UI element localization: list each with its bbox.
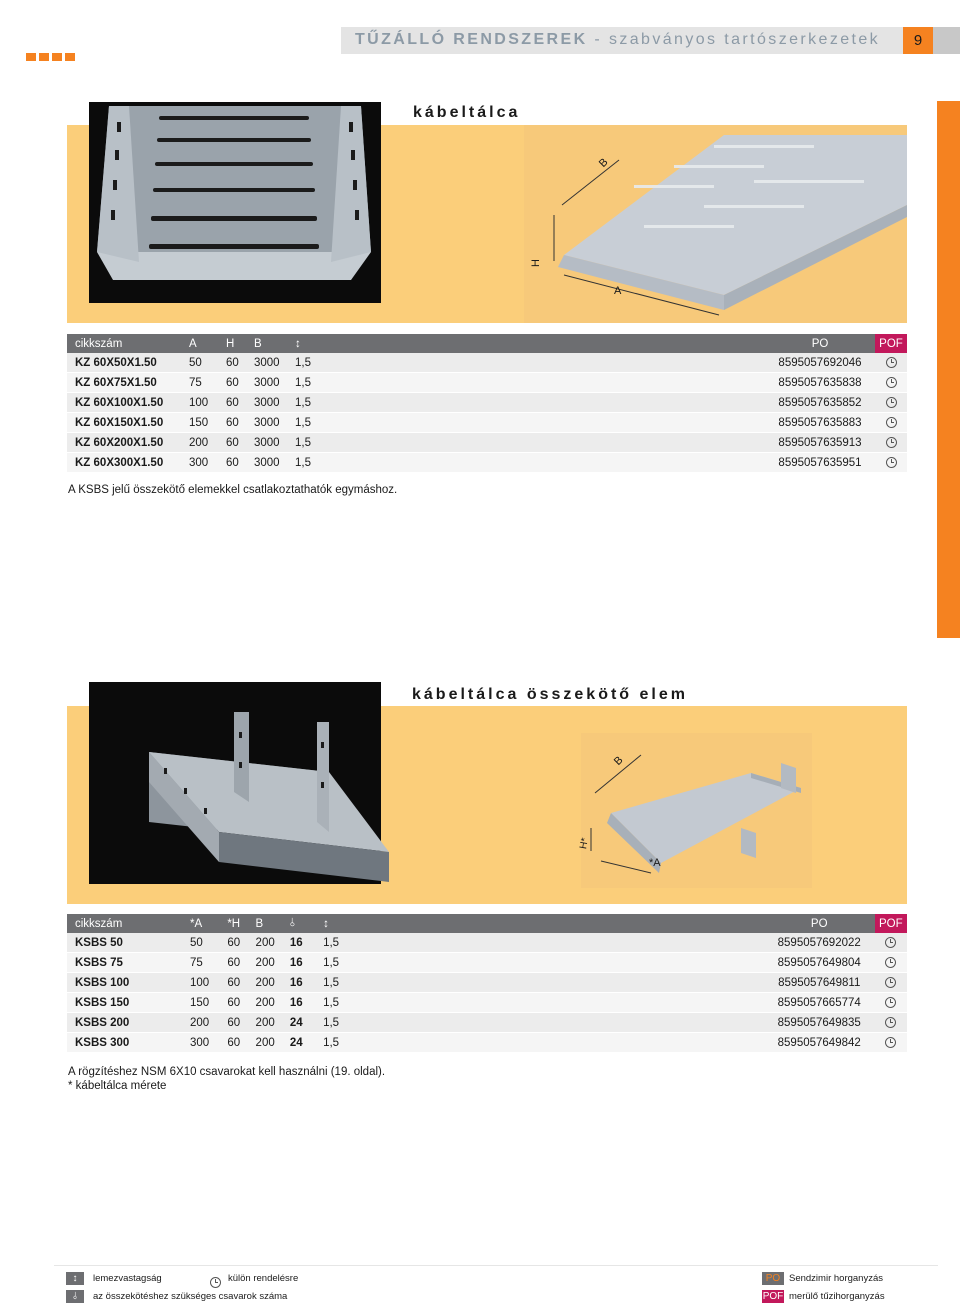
pof-badge: POF xyxy=(762,1291,784,1302)
value-a: 50 xyxy=(190,933,227,953)
value-b: 200 xyxy=(256,1013,290,1033)
value-b: 200 xyxy=(256,1033,290,1053)
product-code: KSBS 100 xyxy=(67,973,190,993)
col-h: H xyxy=(226,334,254,353)
value-thickness: 1,5 xyxy=(295,453,765,473)
value-h: 60 xyxy=(227,993,255,1013)
clock-icon xyxy=(885,937,896,948)
clock-icon xyxy=(885,977,896,988)
connector-photo xyxy=(89,682,381,884)
table-header-row xyxy=(67,334,907,353)
ean-code: 8595057649811 xyxy=(764,973,875,993)
product-code: KZ 60X100X1.50 xyxy=(67,393,189,413)
table-header-row xyxy=(67,914,907,933)
table-row xyxy=(67,1033,907,1053)
value-thickness: 1,5 xyxy=(295,373,765,393)
diagram1-label-a: A xyxy=(614,285,622,297)
diagram2-label-h: H* xyxy=(578,837,591,850)
value-thickness: 1,5 xyxy=(295,353,765,373)
col-screws: ⫰ xyxy=(290,914,323,933)
value-screws: 16 xyxy=(290,993,323,1013)
value-b: 200 xyxy=(256,933,290,953)
section1-note: A KSBS jelű összekötő elemekkel csatlakoztathatók egymáshoz. xyxy=(68,484,398,496)
special-order-icon xyxy=(875,353,907,373)
page-title-rest: - szabványos tartószerkezetek xyxy=(587,31,881,48)
ean-code: 8595057649842 xyxy=(764,1033,875,1053)
side-accent-bar xyxy=(937,101,960,638)
section1-table xyxy=(67,334,907,473)
col-po: PO xyxy=(765,334,875,353)
value-thickness: 1,5 xyxy=(323,1013,764,1033)
footer-divider xyxy=(54,1265,938,1266)
value-thickness: 1,5 xyxy=(323,993,764,1013)
ean-code: 8595057665774 xyxy=(764,993,875,1013)
value-thickness: 1,5 xyxy=(323,973,764,993)
col-po: PO xyxy=(764,914,875,933)
value-screws: 24 xyxy=(290,1013,323,1033)
section2-title: kábeltálca összekötő elem xyxy=(412,686,688,703)
ean-code: 8595057635838 xyxy=(765,373,875,393)
value-a: 300 xyxy=(190,1033,227,1053)
special-order-icon xyxy=(875,453,907,473)
clock-legend: külön rendelésre xyxy=(228,1273,299,1284)
value-thickness: 1,5 xyxy=(323,933,764,953)
value-h: 60 xyxy=(226,433,254,453)
col-h: *H xyxy=(227,914,255,933)
special-order-icon xyxy=(875,933,907,953)
product-code: KSBS 200 xyxy=(67,1013,190,1033)
value-screws: 16 xyxy=(290,953,323,973)
table-row xyxy=(67,413,907,433)
col-thickness: ↕ xyxy=(323,914,764,933)
value-a: 200 xyxy=(189,433,226,453)
table-row xyxy=(67,1013,907,1033)
value-a: 300 xyxy=(189,453,226,473)
col-b: B xyxy=(254,334,295,353)
clock-icon xyxy=(886,357,897,368)
value-h: 60 xyxy=(227,1013,255,1033)
value-h: 60 xyxy=(226,353,254,373)
product-code: KSBS 50 xyxy=(67,933,190,953)
col-a: A xyxy=(189,334,226,353)
value-b: 3000 xyxy=(254,433,295,453)
value-screws: 16 xyxy=(290,973,323,993)
value-a: 100 xyxy=(190,973,227,993)
value-b: 3000 xyxy=(254,373,295,393)
special-order-icon xyxy=(875,413,907,433)
special-order-icon xyxy=(875,993,907,1013)
product-code: KSBS 150 xyxy=(67,993,190,1013)
page-title-bold: TŰZÁLLÓ RENDSZEREK xyxy=(355,31,588,48)
po-badge: PO xyxy=(762,1272,784,1285)
section1-diagram xyxy=(524,125,907,323)
value-a: 50 xyxy=(189,353,226,373)
po-legend: Sendzimir horganyzás xyxy=(789,1273,883,1284)
thickness-legend: lemezvastagság xyxy=(93,1273,162,1284)
diagram1-label-h: H xyxy=(529,259,542,267)
value-screws: 16 xyxy=(290,933,323,953)
cable-tray-photo xyxy=(89,102,381,303)
special-order-icon xyxy=(875,393,907,413)
value-a: 100 xyxy=(189,393,226,413)
ean-code: 8595057635951 xyxy=(765,453,875,473)
ean-code: 8595057635852 xyxy=(765,393,875,413)
value-b: 3000 xyxy=(254,413,295,433)
ean-code: 8595057649835 xyxy=(764,1013,875,1033)
col-b: B xyxy=(256,914,290,933)
ean-code: 8595057649804 xyxy=(764,953,875,973)
clock-icon xyxy=(886,377,897,388)
col-pof: POF xyxy=(875,914,907,933)
special-order-icon xyxy=(875,953,907,973)
ean-code: 8595057692046 xyxy=(765,353,875,373)
value-b: 200 xyxy=(256,973,290,993)
col-thickness: ↕ xyxy=(295,334,765,353)
value-b: 200 xyxy=(256,953,290,973)
special-order-icon xyxy=(875,373,907,393)
col-a: *A xyxy=(190,914,227,933)
decor-square xyxy=(65,53,75,61)
value-thickness: 1,5 xyxy=(295,393,765,413)
value-h: 60 xyxy=(226,453,254,473)
clock-icon xyxy=(886,397,897,408)
value-thickness: 1,5 xyxy=(295,413,765,433)
col-code: cikkszám xyxy=(67,914,190,933)
special-order-icon xyxy=(875,1033,907,1053)
clock-icon xyxy=(886,437,897,448)
screws-legend: az összekötéshez szükséges csavarok száma xyxy=(93,1291,288,1302)
clock-icon xyxy=(885,1037,896,1048)
page-number: 9 xyxy=(903,27,933,54)
value-h: 60 xyxy=(226,373,254,393)
section2-note-screws: A rögzítéshez NSM 6X10 csavarokat kell használni (19. oldal). xyxy=(68,1066,386,1078)
clock-icon xyxy=(885,957,896,968)
thickness-icon: ↕ xyxy=(66,1272,84,1285)
product-code: KSBS 75 xyxy=(67,953,190,973)
value-a: 150 xyxy=(190,993,227,1013)
diagram1-label-b: B xyxy=(596,156,611,170)
value-h: 60 xyxy=(227,1033,255,1053)
value-thickness: 1,5 xyxy=(295,433,765,453)
ean-code: 8595057635913 xyxy=(765,433,875,453)
product-code: KZ 60X200X1.50 xyxy=(67,433,189,453)
col-code: cikkszám xyxy=(67,334,189,353)
section2-note-size: * kábeltálca mérete xyxy=(68,1080,167,1092)
header-strip xyxy=(933,27,960,54)
section2-table xyxy=(67,914,907,1053)
screws-icon: ⫰ xyxy=(66,1290,84,1303)
table-row xyxy=(67,353,907,373)
pof-legend: merülő tűzihorganyzás xyxy=(789,1291,885,1302)
special-order-icon xyxy=(875,433,907,453)
clock-icon xyxy=(885,1017,896,1028)
value-a: 75 xyxy=(189,373,226,393)
decor-square xyxy=(52,53,62,61)
table-row xyxy=(67,973,907,993)
ean-code: 8595057635883 xyxy=(765,413,875,433)
value-h: 60 xyxy=(227,953,255,973)
value-b: 3000 xyxy=(254,453,295,473)
product-code: KZ 60X75X1.50 xyxy=(67,373,189,393)
product-code: KZ 60X50X1.50 xyxy=(67,353,189,373)
product-code: KSBS 300 xyxy=(67,1033,190,1053)
value-h: 60 xyxy=(226,393,254,413)
col-pof: POF xyxy=(875,334,907,353)
value-thickness: 1,5 xyxy=(323,1033,764,1053)
clock-icon xyxy=(210,1274,221,1292)
product-code: KZ 60X300X1.50 xyxy=(67,453,189,473)
product-code: KZ 60X150X1.50 xyxy=(67,413,189,433)
ean-code: 8595057692022 xyxy=(764,933,875,953)
clock-icon xyxy=(885,997,896,1008)
section1-title: kábeltálca xyxy=(413,104,521,121)
diagram2-label-b: B xyxy=(611,754,626,768)
value-a: 200 xyxy=(190,1013,227,1033)
table-row xyxy=(67,433,907,453)
value-b: 3000 xyxy=(254,393,295,413)
table-row xyxy=(67,393,907,413)
value-h: 60 xyxy=(227,933,255,953)
table-row xyxy=(67,373,907,393)
clock-icon xyxy=(886,457,897,468)
value-h: 60 xyxy=(226,413,254,433)
table-row xyxy=(67,993,907,1013)
diagram2-label-a: *A xyxy=(649,857,661,869)
value-b: 200 xyxy=(256,993,290,1013)
table-row xyxy=(67,953,907,973)
decor-square xyxy=(26,53,36,61)
section2-diagram xyxy=(578,733,812,888)
value-h: 60 xyxy=(227,973,255,993)
table-row xyxy=(67,933,907,953)
decor-square xyxy=(39,53,49,61)
special-order-icon xyxy=(875,1013,907,1033)
special-order-icon xyxy=(875,973,907,993)
table-row xyxy=(67,453,907,473)
value-a: 150 xyxy=(189,413,226,433)
value-screws: 24 xyxy=(290,1033,323,1053)
value-a: 75 xyxy=(190,953,227,973)
value-thickness: 1,5 xyxy=(323,953,764,973)
value-b: 3000 xyxy=(254,353,295,373)
clock-icon xyxy=(886,417,897,428)
page-title xyxy=(355,31,880,49)
